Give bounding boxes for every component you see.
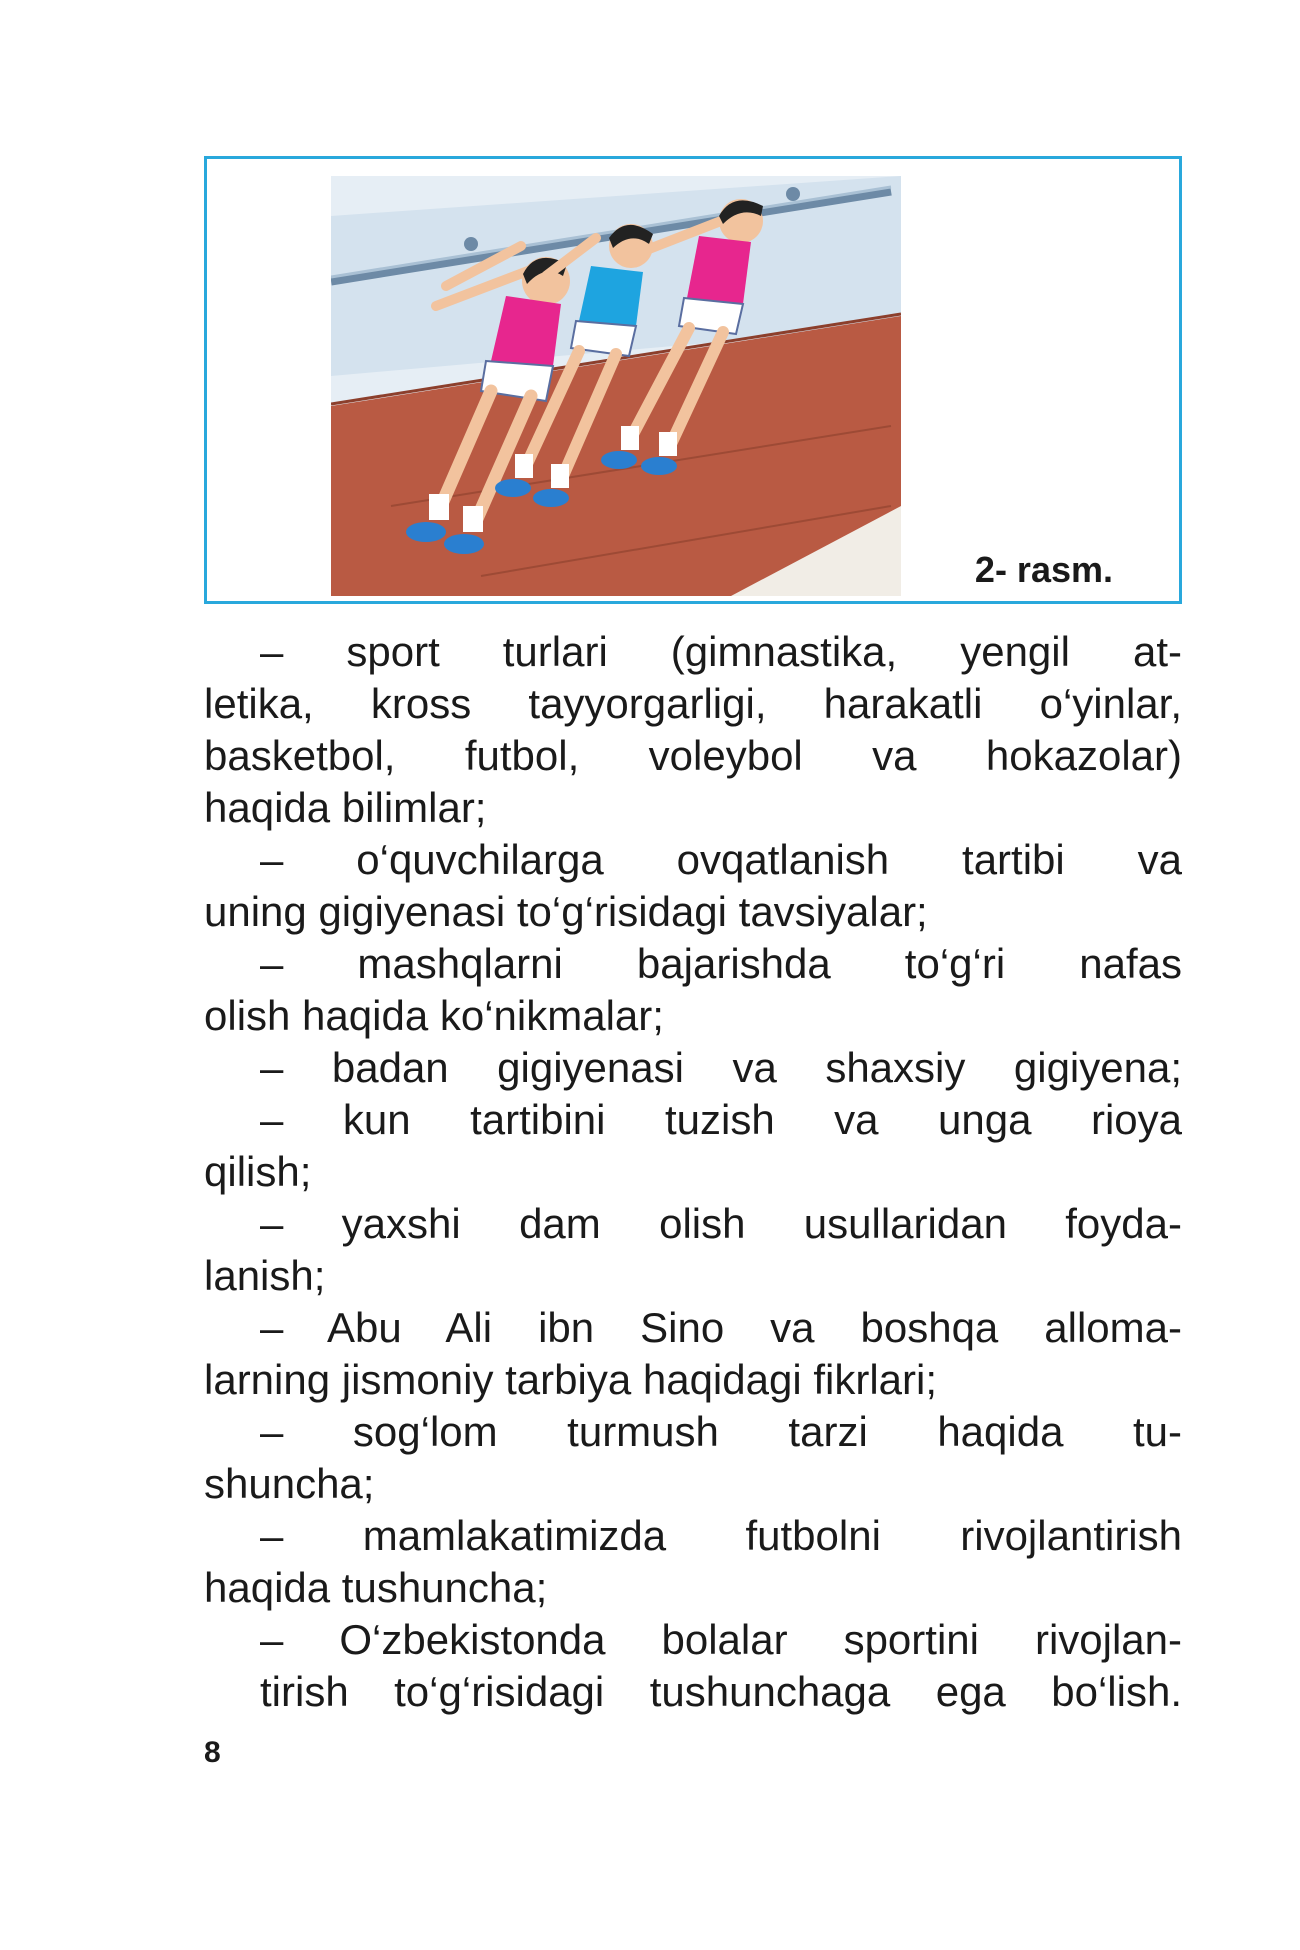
text-line: letika, kross tayyorgarligi, harakatli o‘yinlar, <box>204 680 1182 727</box>
text-line: – badan gigiyenasi va shaxsiy gigiyena; <box>260 1044 1182 1091</box>
text-line: lanish; <box>204 1252 326 1299</box>
text-line: – Abu Ali ibn Sino va boshqa alloma- <box>260 1304 1182 1351</box>
text-line: tirish to‘g‘risidagi tushunchaga ega bo‘lish. <box>260 1668 1182 1715</box>
text-line: – o‘quvchilarga ovqatlanish tartibi va <box>260 836 1182 883</box>
text-line: – yaxshi dam olish usullaridan foyda- <box>260 1200 1182 1247</box>
text-line: – mamlakatimizda futbolni rivojlantirish <box>260 1512 1182 1559</box>
figure-caption: 2- rasm. <box>974 549 1113 590</box>
text-line: – kun tartibini tuzish va unga rioya <box>260 1096 1182 1143</box>
children-stretching-at-wall-bar-illustration <box>331 176 901 596</box>
text-line: qilish; <box>204 1148 312 1195</box>
figure-frame <box>204 156 1182 604</box>
page-number: 8 <box>204 1736 221 1769</box>
text-line: – sog‘lom turmush tarzi haqida tu- <box>260 1408 1182 1455</box>
text-line: olish haqida ko‘nikmalar; <box>204 992 664 1039</box>
text-line: uning gigiyenasi to‘g‘risidagi tavsiyalar; <box>204 888 928 935</box>
text-line: shuncha; <box>204 1460 375 1507</box>
text-line: – sport turlari (gimnastika, yengil at- <box>260 628 1182 675</box>
body-text <box>204 626 1182 1718</box>
text-line: larning jismoniy tarbiya haqidagi fikrlari; <box>204 1356 937 1403</box>
text-line: haqida bilimlar; <box>204 784 487 831</box>
text-line: basketbol, futbol, voleybol va hokazolar) <box>204 732 1182 779</box>
text-line: – O‘zbekistonda bolalar sportini rivojlan- <box>260 1616 1182 1663</box>
text-line: – mashqlarni bajarishda to‘g‘ri nafas <box>260 940 1182 987</box>
text-line: haqida tushuncha; <box>204 1564 548 1611</box>
